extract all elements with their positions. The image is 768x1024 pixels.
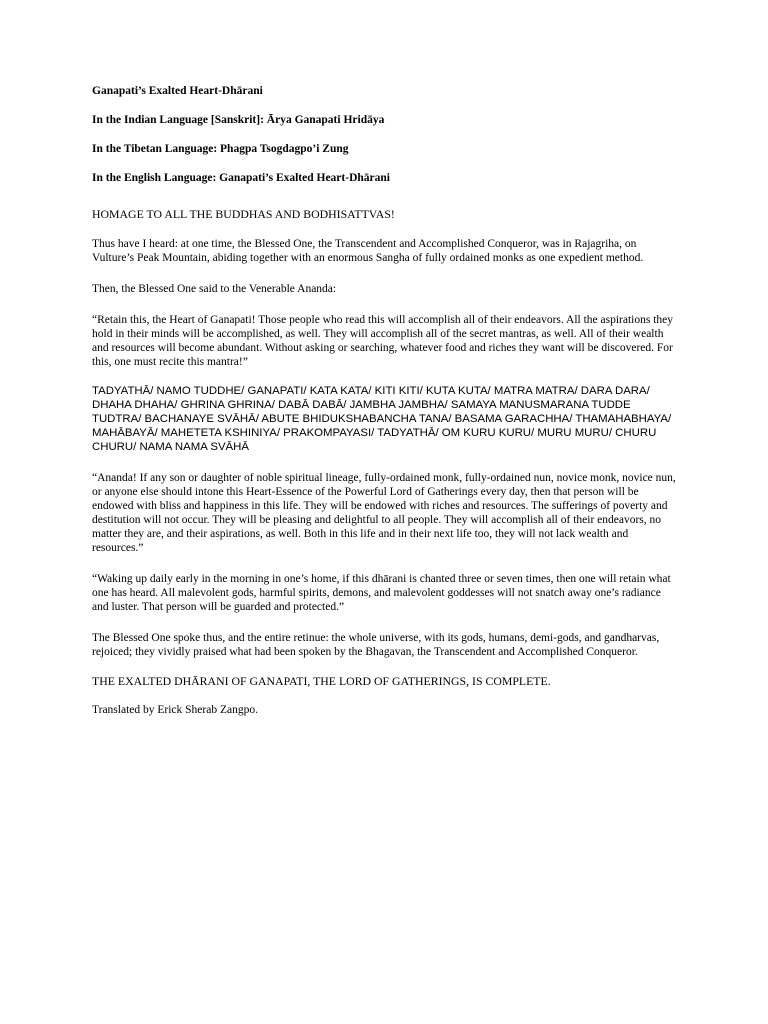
document-title: Ganapati’s Exalted Heart-Dhārani [92, 85, 263, 97]
homage-line: HOMAGE TO ALL THE BUDDHAS AND BODHISATTVAS! [92, 207, 395, 221]
sanskrit-title-line: In the Indian Language [Sanskrit]: Ārya Ganapati Hridāya [92, 114, 385, 126]
translator-credit: Translated by Erick Sherab Zangpo. [92, 704, 258, 716]
document-body [92, 84, 678, 734]
tibetan-title-line: In the Tibetan Language: Phagpa Tsogdagpo’i Zung [92, 143, 349, 155]
mantra-text: TADYATHĀ/ NAMO TUDDHE/ GANAPATI/ KATA KATA/ KITI KITI/ KUTA KUTA/ MATRA MATRA/ DARA DARA/ DHAHA DHAHA/ GHRINA GHRINA/ DABĀ DABĀ/ JAMBHA JAMBHA/ SAMAYA MANUSMARANA TUDDE TUDTRA/ BACHANAYE SVĀHĀ/ ABUTE BHIDUKSHABANCHA TANA/ BASAMA GARACHHA/ THAMAHABHAYA/ MAHĀBAYĀ/ MAHETETA KSHINIYA/ PRAKOMPAYASI/ TADYATHĀ/ OM KURU KURU/ MURU MURU/ CHURU CHURU/ NAMA NAMA SVĀHĀ [92, 385, 672, 453]
paragraph-ananda: “Ananda! If any son or daughter of noble spiritual lineage, fully-ordained monk, fully-ordained nun, novice monk, novice nun, or anyone else should intone this Heart-Essence of the Powerful Lord of Gatherings every day, then that person will be endowed with bliss and happiness in this life. They will be endowed with riches and resources. The sufferings of poverty and destitution will not occur. They will be pleasing and delightful to all people. They will accomplish all of their endeavors, no matter they are, and their aspirations, as well. Both in this life and in their next life too, they will not lack wealth and resources.” [92, 472, 676, 554]
paragraph-waking-up: “Waking up daily early in the morning in one’s home, if this dhārani is chanted three or seven times, then one will retain what one has heard. All malevolent gods, harmful spirits, demons, and malevolent goddesses will not snatch away one’s radiance and luster. That person will be guarded and protected.” [92, 573, 671, 613]
english-title-line: In the English Language: Ganapati’s Exalted Heart-Dhārani [92, 172, 390, 184]
closing-line: THE EXALTED DHĀRANI OF GANAPATI, THE LORD OF GATHERINGS, IS COMPLETE. [92, 674, 551, 688]
paragraph-thus-have-i-heard: Thus have I heard: at one time, the Blessed One, the Transcendent and Accomplished Conqueror, was in Rajagriha, on Vulture’s Peak Mountain, abiding together with an enormous Sangha of fully ordained monks as one expedient method. [92, 238, 644, 264]
paragraph-blessed-one-said: Then, the Blessed One said to the Venerable Ananda: [92, 283, 337, 295]
paragraph-blessed-one-spoke: The Blessed One spoke thus, and the entire retinue: the whole universe, with its gods, humans, demi-gods, and gandharvas, rejoiced; they vividly praised what had been spoken by the Bhagavan, the Transcendent and Accomplished Conqueror. [92, 632, 660, 658]
paragraph-retain-this: “Retain this, the Heart of Ganapati! Those people who read this will accomplish all of their endeavors. All the aspirations they hold in their minds will be accomplished, as well. They will accomplish all of the secret mantras, as well. All of their wealth and resources will become abundant. Without asking or searching, whatever food and riches they want will be discovered. For this, one must recite this mantra!” [92, 314, 674, 368]
